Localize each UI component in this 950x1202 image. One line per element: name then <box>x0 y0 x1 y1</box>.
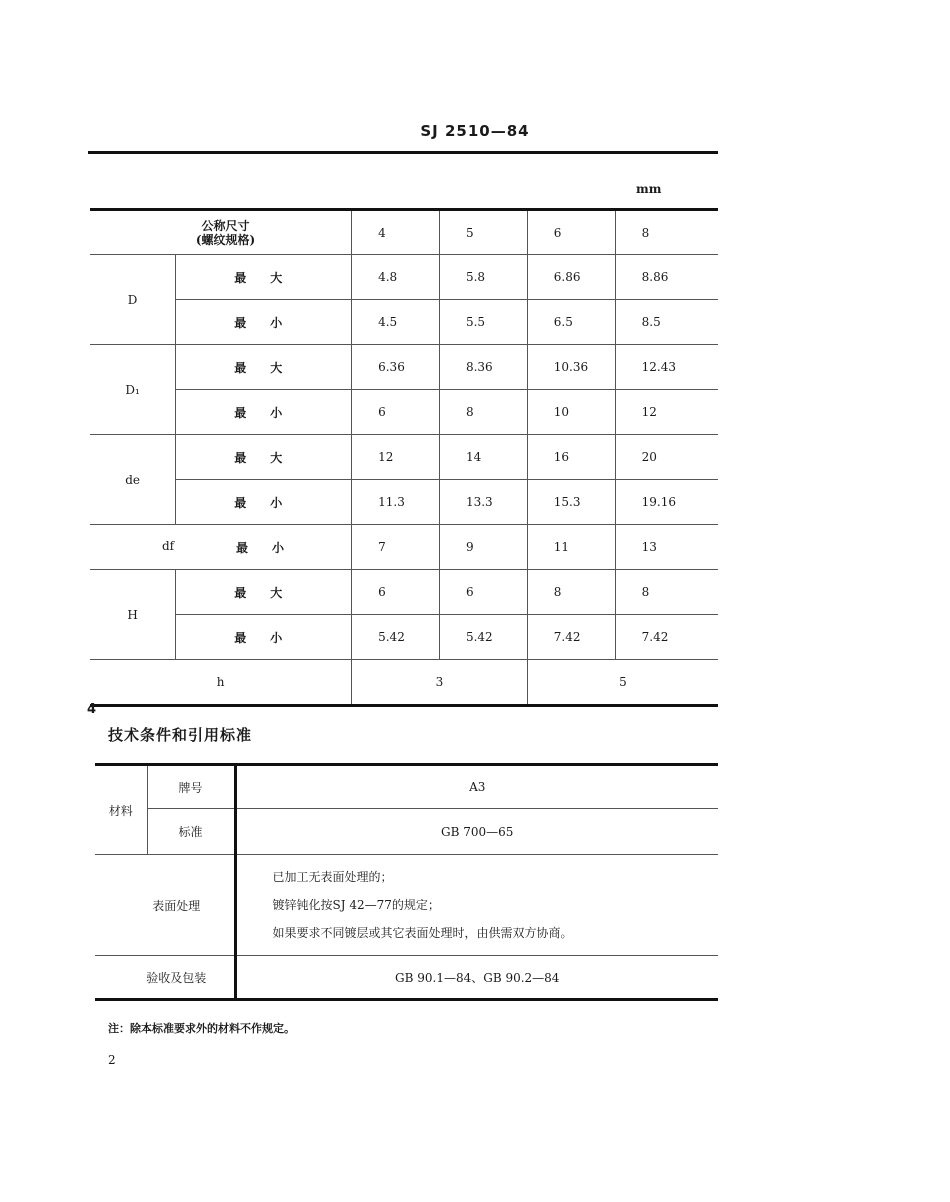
value-cell: 6.36 <box>352 345 440 390</box>
table-row <box>90 525 718 570</box>
value-cell: 6.5 <box>527 300 615 345</box>
nominal-size-header <box>90 210 352 255</box>
value-cell: 4.5 <box>352 300 440 345</box>
value-cell: 11 <box>527 525 615 570</box>
value-cell: 10 <box>527 390 615 435</box>
size-cell: 8 <box>615 210 718 255</box>
value-cell: 12 <box>615 390 718 435</box>
value-cell: 9 <box>439 525 527 570</box>
table-row <box>90 570 718 615</box>
section-title: 技术条件和引用标准 <box>108 726 253 744</box>
nominal-size-label: 公称尺寸 (螺纹规格) <box>195 218 256 247</box>
standard-value: GB 700—65 <box>235 809 718 855</box>
min-label-cell <box>176 390 352 435</box>
value-cell: 7.42 <box>615 615 718 660</box>
value-cell: 6 <box>439 570 527 615</box>
table-row <box>90 210 718 255</box>
standard-label: 标准 <box>147 809 235 855</box>
max-label: 最 大 <box>234 360 283 375</box>
value-cell: 6 <box>352 390 440 435</box>
grade-value: A3 <box>235 765 718 809</box>
value-cell: 3 <box>352 660 528 706</box>
table-row <box>90 435 718 480</box>
table-row <box>90 300 718 345</box>
dimension-table <box>90 208 718 707</box>
param-h: h <box>90 660 352 706</box>
surface-cell <box>235 855 718 956</box>
value-cell: 12 <box>352 435 440 480</box>
value-cell: 6 <box>352 570 440 615</box>
param-de: de <box>90 435 176 525</box>
surface-line: 镀锌钝化按SJ 42—77的规定； <box>272 898 440 912</box>
surface-label: 表面处理 <box>95 855 235 956</box>
max-label: 最 大 <box>234 585 283 600</box>
param-df: df <box>162 538 175 553</box>
value-cell: 13 <box>615 525 718 570</box>
value-cell: 12.43 <box>615 345 718 390</box>
table-row <box>95 765 718 809</box>
value-cell: 8.5 <box>615 300 718 345</box>
value-cell: 5 <box>527 660 718 706</box>
value-cell: 5.42 <box>439 615 527 660</box>
value-cell: 5.42 <box>352 615 440 660</box>
min-label-cell <box>176 300 352 345</box>
value-cell: 7.42 <box>527 615 615 660</box>
value-cell: 5.8 <box>439 255 527 300</box>
surface-line: 已加工无表面处理的； <box>272 870 393 884</box>
table-row <box>95 956 718 1000</box>
tech-conditions-table <box>95 763 718 1001</box>
max-label-cell <box>176 255 352 300</box>
unit-label: mm <box>636 182 662 196</box>
section-number: 4 <box>87 702 97 717</box>
table-row <box>95 809 718 855</box>
acceptance-value: GB 90.1—84、GB 90.2—84 <box>235 956 718 1000</box>
value-cell: 8 <box>439 390 527 435</box>
table-row <box>90 255 718 300</box>
max-label-cell <box>176 435 352 480</box>
min-label-cell <box>176 615 352 660</box>
value-cell: 11.3 <box>352 480 440 525</box>
max-label: 最 大 <box>234 450 283 465</box>
min-label: 最 小 <box>234 630 283 645</box>
value-cell: 4.8 <box>352 255 440 300</box>
value-cell: 6.86 <box>527 255 615 300</box>
max-label-cell <box>176 570 352 615</box>
min-label: 最 小 <box>234 495 283 510</box>
value-cell: 5.5 <box>439 300 527 345</box>
table-row <box>90 615 718 660</box>
value-cell: 8 <box>615 570 718 615</box>
size-cell: 5 <box>439 210 527 255</box>
table-row <box>90 480 718 525</box>
grade-label: 牌号 <box>147 765 235 809</box>
footnote: 注：除本标准要求外的材料不作规定。 <box>108 1022 295 1035</box>
min-label: 最 小 <box>234 405 283 420</box>
value-cell: 8.86 <box>615 255 718 300</box>
table-row <box>90 660 718 706</box>
value-cell: 8 <box>527 570 615 615</box>
acceptance-label: 验收及包装 <box>95 956 235 1000</box>
table-row <box>95 855 718 956</box>
table-row <box>90 390 718 435</box>
value-cell: 16 <box>527 435 615 480</box>
standard-code: SJ 2510—84 <box>420 122 530 140</box>
value-cell: 7 <box>352 525 440 570</box>
max-label: 最 大 <box>234 270 283 285</box>
value-cell: 20 <box>615 435 718 480</box>
value-cell: 13.3 <box>439 480 527 525</box>
param-D: D <box>90 255 176 345</box>
page-number: 2 <box>108 1053 116 1067</box>
material-label: 材料 <box>95 765 147 855</box>
value-cell: 14 <box>439 435 527 480</box>
value-cell: 15.3 <box>527 480 615 525</box>
table-row <box>90 345 718 390</box>
min-label: 最 小 <box>236 540 285 555</box>
header-rule <box>88 151 718 154</box>
min-label: 最 小 <box>234 315 283 330</box>
size-cell: 4 <box>352 210 440 255</box>
param-df-cell <box>90 525 352 570</box>
value-cell: 8.36 <box>439 345 527 390</box>
size-cell: 6 <box>527 210 615 255</box>
value-cell: 19.16 <box>615 480 718 525</box>
param-D1: D₁ <box>90 345 176 435</box>
value-cell: 10.36 <box>527 345 615 390</box>
param-H: H <box>90 570 176 660</box>
max-label-cell <box>176 345 352 390</box>
surface-line: 如果要求不同镀层或其它表面处理时，由供需双方协商。 <box>272 926 573 940</box>
min-label-cell <box>176 480 352 525</box>
